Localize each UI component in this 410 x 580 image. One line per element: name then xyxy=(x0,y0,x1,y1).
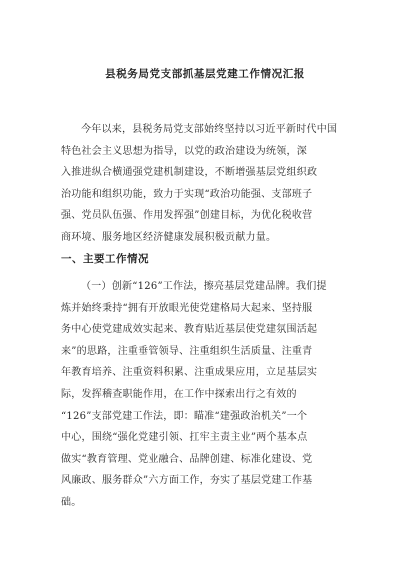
document-title: 县税务局党支部抓基层党建工作情况汇报 xyxy=(105,68,305,80)
paragraph-line: 础。 xyxy=(61,496,82,508)
intro-paragraph xyxy=(61,119,352,249)
paragraph-line: 做实“教育管理、党业融合、品牌创建、标准化建设、党 xyxy=(61,453,313,465)
paragraph-line: “126”支部党建工作法，即：瞄准“建强政治机关”一个 xyxy=(61,410,308,422)
paragraph-line: 炼并始终秉持“拥有开放眼光使党建格局大起来、坚持服 xyxy=(61,302,313,314)
paragraph-line: 来”的思路，注重垂管领导、注重组织生活质量、注重青 xyxy=(61,345,313,357)
paragraph-line: 年教育培养、注重资料积累、注重成果应用，立足基层实 xyxy=(61,367,318,379)
paragraph-line: 今年以来，县税务局党支部始终坚持以习近平新时代中国 xyxy=(81,124,338,135)
paragraph-line: 特色社会主义思想为指导，以党的政治建设为统领，深 xyxy=(61,145,307,157)
section-heading: 一、主要工作情况 xyxy=(61,253,149,265)
paragraph-line: 务中心使党建成效实起来、教育贴近基层使党建氛围活起 xyxy=(61,324,318,336)
section-paragraph xyxy=(61,276,352,514)
paragraph-line: 际，发挥稽查职能作用，在工作中探索出行之有效的 xyxy=(61,388,297,400)
paragraph-line: 中心，围绕“强化党建引领、扛牢主责主业”两个基本点 xyxy=(61,432,308,444)
paragraph-line: 商环境、服务地区经济健康发展积极贡献力量。 xyxy=(61,231,277,243)
paragraph-line: 风廉政、服务群众”六方面工作，夯实了基层党建工作基 xyxy=(61,475,313,487)
paragraph-line: （一）创新“126”工作法，擦亮基层党建品牌。我们提 xyxy=(81,281,327,292)
paragraph-line: 入推进纵合横通强党建机制建设，不断增强基层党组织政 xyxy=(61,167,318,179)
paragraph-line: 治功能和组织功能，致力于实现“政治功能强、支部班子 xyxy=(61,188,313,200)
paragraph-line: 强、党员队伍强、作用发挥强”创建目标，为优化税收营 xyxy=(61,210,313,222)
